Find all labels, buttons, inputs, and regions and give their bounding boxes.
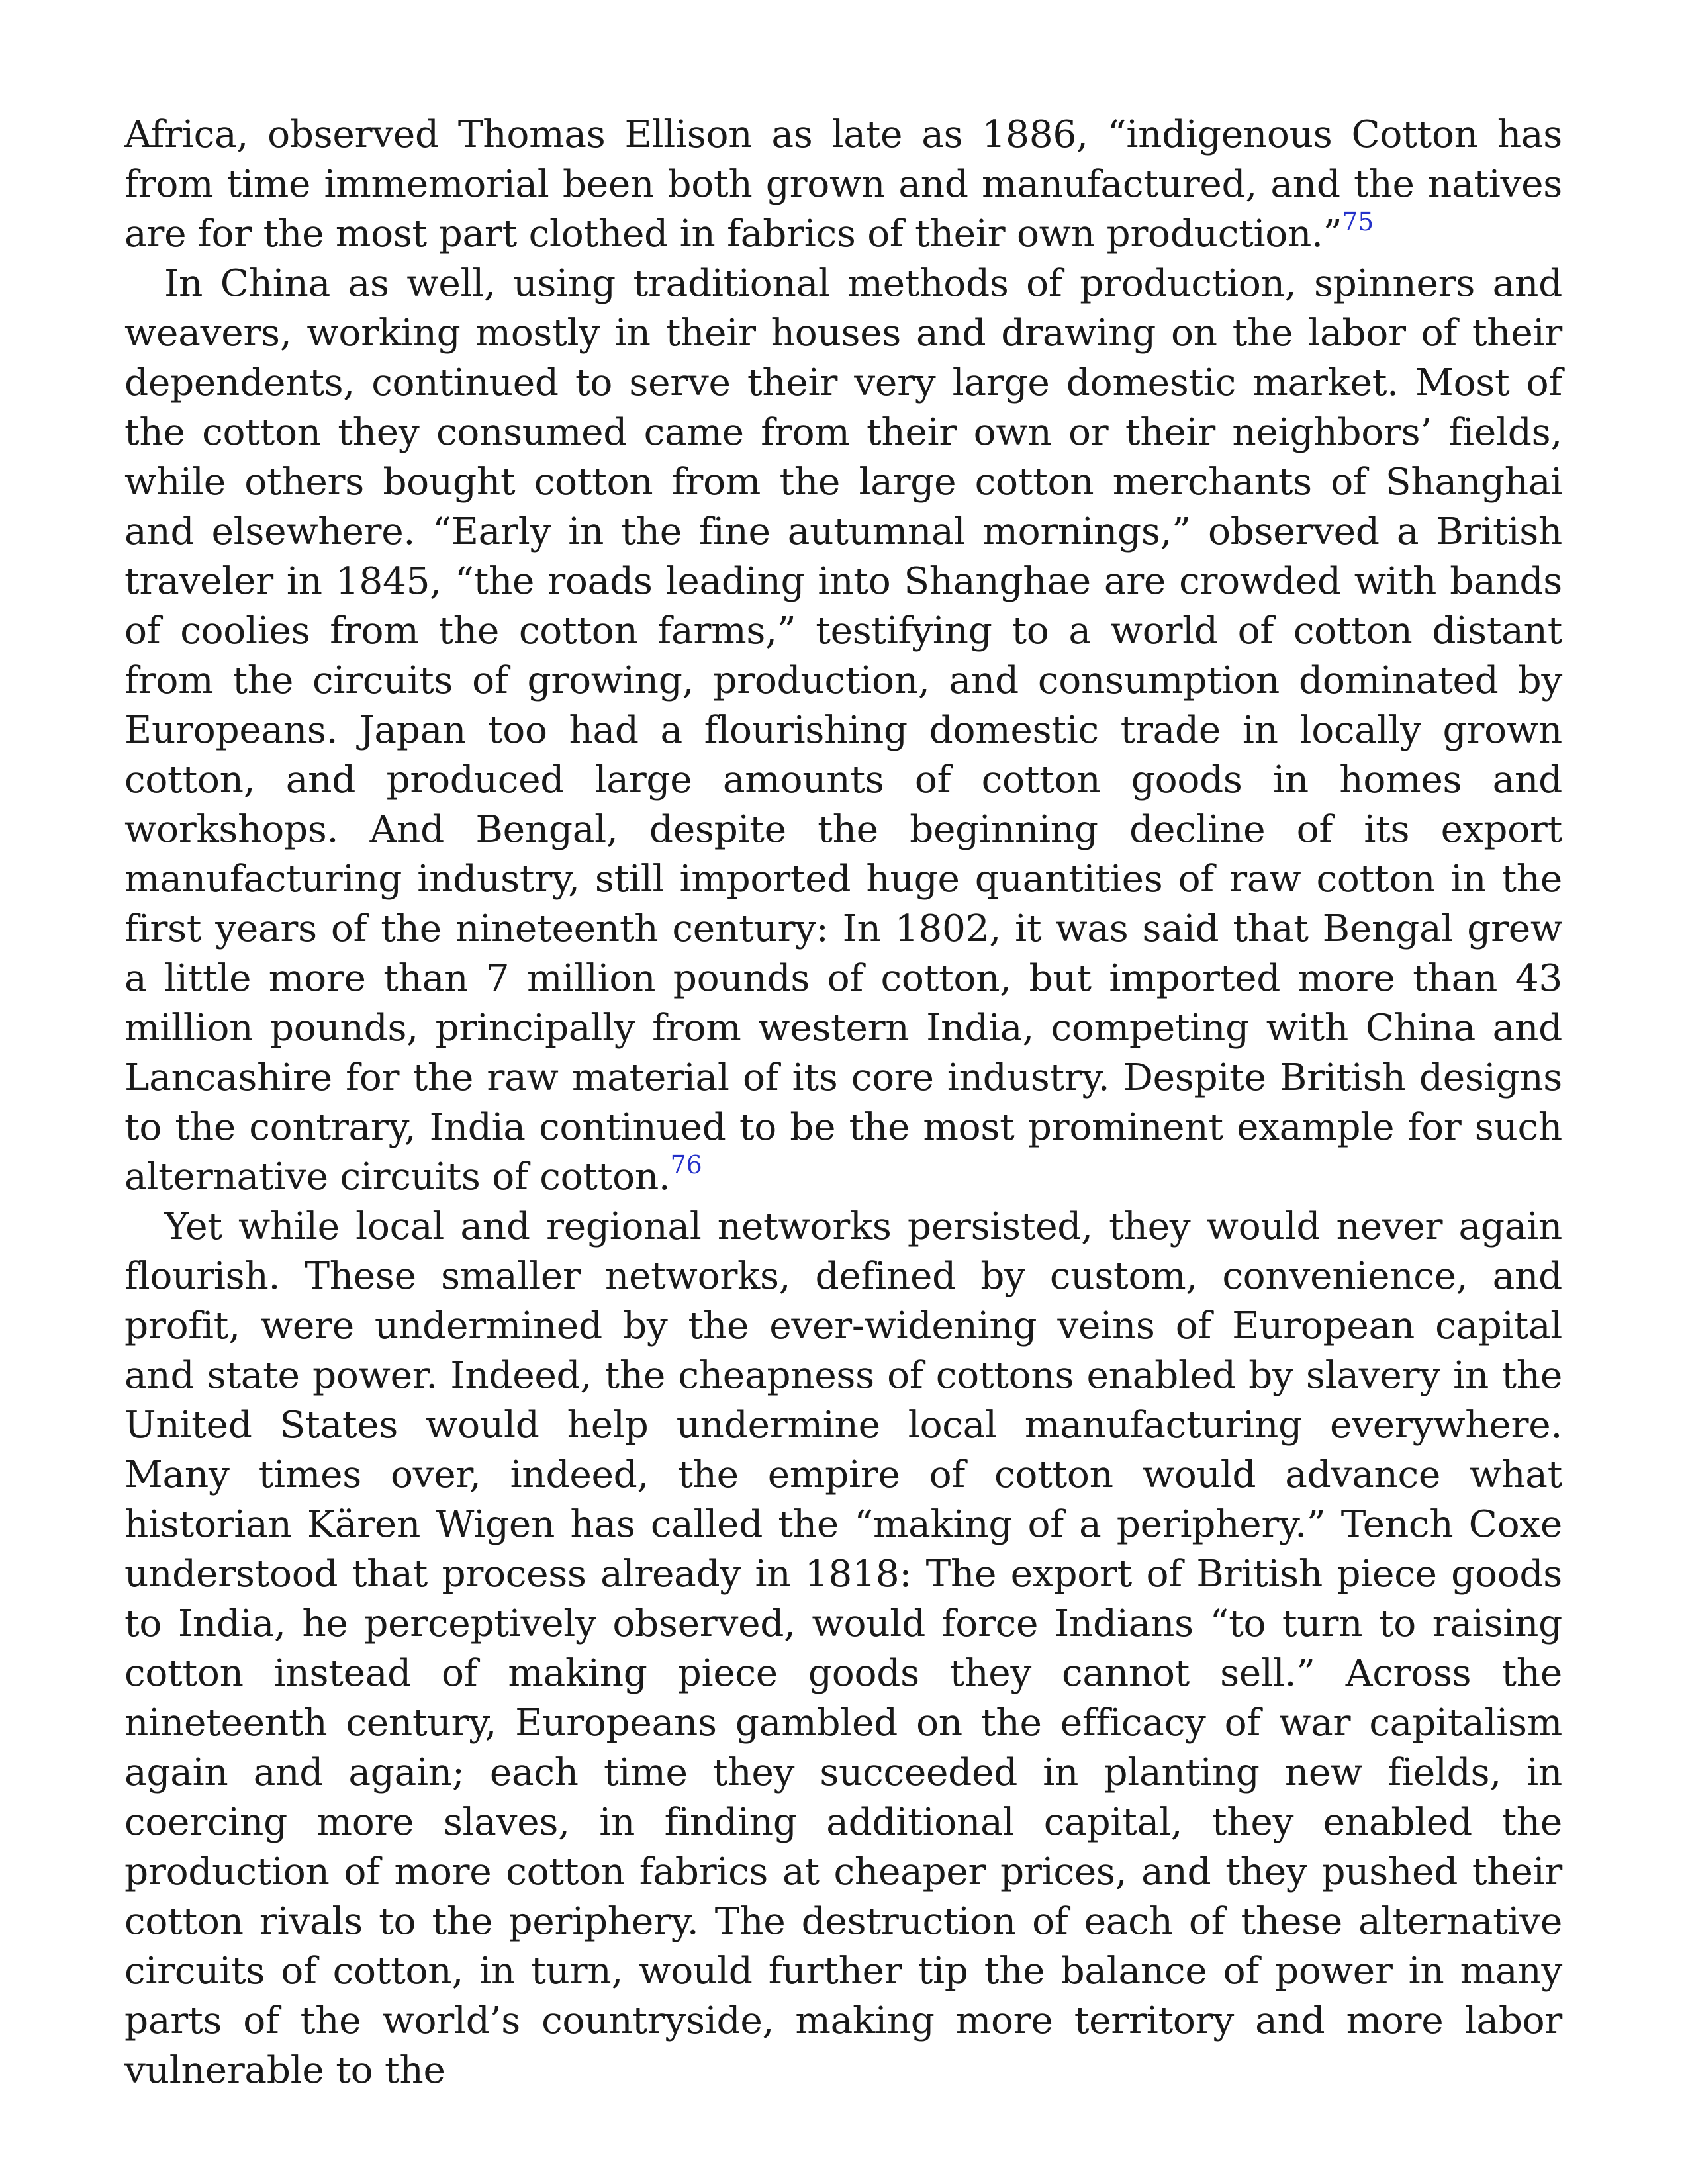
paragraph-ellison	[124, 110, 1562, 259]
paragraph-text: Africa, observed Thomas Ellison as late as 1886, “indigenous Cotton has from time immemorial been both grown and manufactured, and the natives are for the most part clothed in fabrics of their own production.”	[124, 113, 1562, 255]
footnote-75-link[interactable]: 75	[1342, 207, 1374, 236]
paragraph-china	[124, 259, 1562, 1202]
page-body	[124, 110, 1562, 2095]
paragraph-periphery	[124, 1202, 1562, 2095]
footnote-76-link[interactable]: 76	[670, 1150, 702, 1179]
paragraph-text: In China as well, using traditional methods of production, spinners and weavers, working mostly in their houses and drawing on the labor of their dependents, continued to serve their very large domestic market. Most of the cotton they consumed came from their own or their neighbors’ fields, while others bought cotton from the large cotton merchants of Shanghai and elsewhere. “Early in the fine autumnal mornings,” observed a British traveler in 1845, “the roads leading into Shanghae are crowded with bands of coolies from the cotton farms,” testifying to a world of cotton distant from the circuits of growing, production, and consumption dominated by Europeans. Japan too had a flourishing domestic trade in locally grown cotton, and produced large amounts of cotton goods in homes and workshops. And Bengal, despite the beginning decline of its export manufacturing industry, still imported huge quantities of raw cotton in the first years of the nineteenth century: In 1802, it was said that Bengal grew a little more than 7 million pounds of cotton, but imported more than 43 million pounds, principally from western India, competing with China and Lancashire for the raw material of its core industry. Despite British designs to the contrary, India continued to be the most prominent example for such alternative circuits of cotton.	[124, 262, 1562, 1199]
paragraph-text: Yet while local and regional networks persisted, they would never again flourish. These smaller networks, defined by custom, convenience, and profit, were undermined by the ever-widening veins of European capital and state power. Indeed, the cheapness of cottons enabled by slavery in the United States would help undermine local manufacturing everywhere. Many times over, indeed, the empire of cotton would advance what historian Kären Wigen has called the “making of a periphery.” Tench Coxe understood that process already in 1818: The export of British piece goods to India, he perceptively observed, would force Indians “to turn to raising cotton instead of making piece goods they cannot sell.” Across the nineteenth century, Europeans gambled on the efficacy of war capitalism again and again; each time they succeeded in planting new fields, in coercing more slaves, in finding additional capital, they enabled the production of more cotton fabrics at cheaper prices, and they pushed their cotton rivals to the periphery. The destruction of each of these alternative circuits of cotton, in turn, would further tip the balance of power in many parts of the world’s countryside, making more territory and more labor vulnerable to the	[124, 1205, 1562, 2092]
